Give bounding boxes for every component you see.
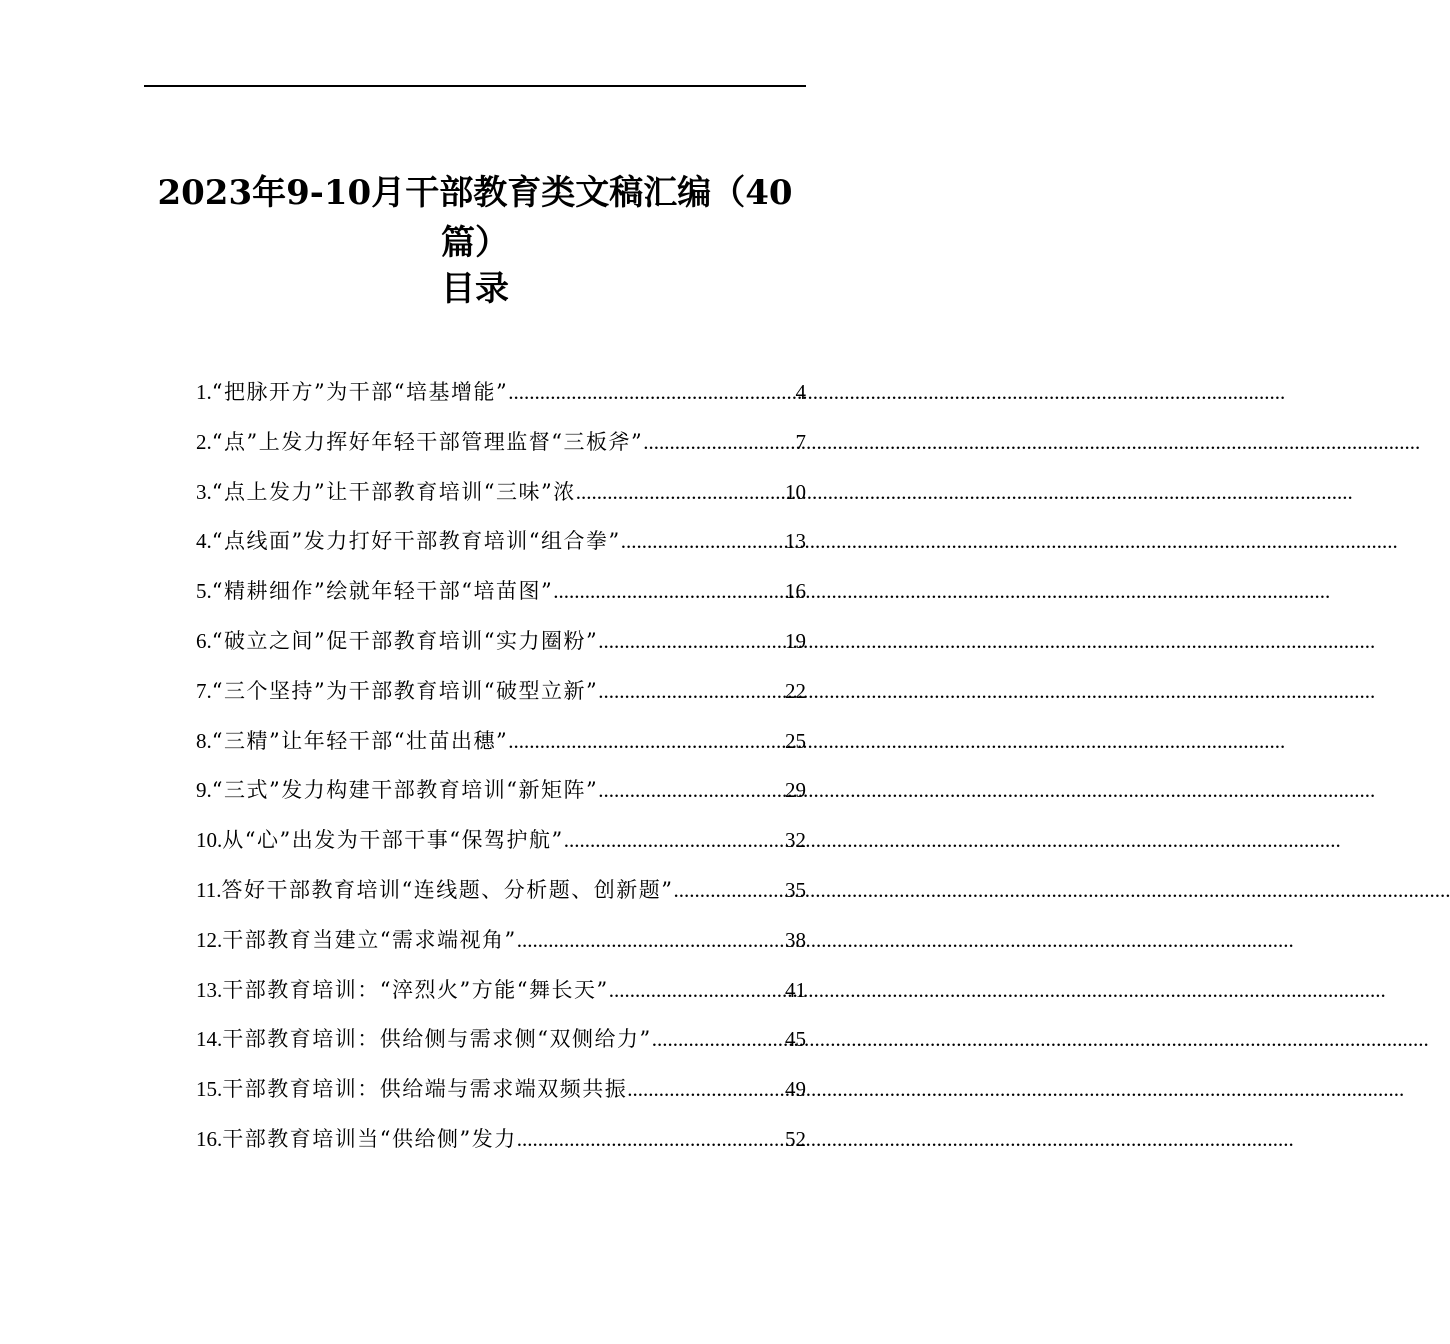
toc-entry[interactable]: [196, 916, 806, 966]
toc-entry-number: 13.: [196, 977, 223, 1002]
toc-entry-title: “三个坚持”为干部教育培训“破型立新”: [211, 678, 599, 703]
toc-dot-leader: [517, 916, 785, 966]
toc-entry[interactable]: [196, 1015, 806, 1065]
toc-entry-page: 38: [785, 927, 806, 952]
toc-entry[interactable]: [196, 517, 806, 567]
toc-entry-page: 35: [785, 877, 806, 902]
header-rule: [144, 85, 806, 87]
toc-entry-page: 41: [785, 977, 806, 1002]
toc-entry[interactable]: [196, 966, 806, 1016]
table-of-contents: [196, 368, 806, 1165]
toc-entry-page: 52: [785, 1126, 806, 1151]
toc-entry-page: 16: [785, 579, 806, 604]
toc-entry-title: “三式”发力构建干部教育培训“新矩阵”: [211, 778, 599, 803]
toc-entry-title: 干部教育培训当“供给侧”发力: [222, 1126, 517, 1151]
toc-entry-title: 干部教育培训：供给端与需求端双频共振: [222, 1077, 628, 1102]
toc-dot-leader: [517, 1115, 785, 1165]
document-title: 2023年9-10月干部教育类文稿汇编（40篇）: [157, 173, 793, 263]
toc-entry[interactable]: [196, 816, 806, 866]
toc-entry[interactable]: [196, 667, 806, 717]
toc-entry-title: “把脉开方”为干部“培基增能”: [211, 380, 509, 404]
toc-entry-page: 32: [785, 828, 806, 853]
toc-entry-title: 从“心”出发为干部干事“保驾护航”: [222, 828, 564, 853]
toc-dot-leader: [673, 866, 785, 916]
toc-entry-number: 6.: [196, 628, 212, 653]
toc-entry-number: 14.: [196, 1027, 223, 1052]
toc-entry-page: 45: [785, 1027, 806, 1052]
toc-entry-number: 11.: [196, 877, 222, 902]
toc-entry-number: 3.: [196, 479, 212, 504]
toc-dot-leader: [576, 468, 785, 518]
toc-entry-number: 16.: [196, 1126, 223, 1151]
toc-entry[interactable]: [196, 617, 806, 667]
toc-entry[interactable]: [196, 717, 806, 767]
toc-dot-leader: [508, 368, 795, 418]
toc-entry-title: “破立之间”促干部教育培训“实力圈粉”: [211, 628, 599, 653]
toc-entry-title: “点线面”发力打好干部教育培训“组合拳”: [211, 529, 621, 554]
toc-entry[interactable]: [196, 1065, 806, 1115]
toc-entry-title: “点上发力”让干部教育培训“三味”浓: [211, 479, 576, 504]
toc-dot-leader: [621, 517, 785, 567]
toc-entry-number: 1.: [196, 380, 212, 404]
toc-entry-page: 49: [785, 1077, 806, 1102]
toc-heading: 目录: [441, 269, 509, 309]
toc-entry[interactable]: [196, 1115, 806, 1165]
toc-entry[interactable]: [196, 766, 806, 816]
toc-dot-leader: [598, 766, 785, 816]
toc-entry-title: “点”上发力挥好年轻干部管理监督“三板斧”: [211, 429, 644, 454]
toc-entry[interactable]: [196, 368, 806, 418]
toc-entry-number: 5.: [196, 579, 212, 604]
toc-entry-number: 7.: [196, 678, 212, 703]
toc-entry-page: 22: [785, 678, 806, 703]
toc-dot-leader: [508, 717, 785, 767]
toc-entry[interactable]: [196, 468, 806, 518]
toc-entry-page: 25: [785, 728, 806, 753]
toc-dot-leader: [564, 816, 785, 866]
toc-entry-title: “精耕细作”绘就年轻干部“培苗图”: [211, 579, 554, 604]
toc-entry-number: 12.: [196, 927, 223, 952]
toc-dot-leader: [553, 567, 785, 617]
toc-dot-leader: [627, 1065, 785, 1115]
toc-dot-leader: [598, 617, 785, 667]
toc-dot-leader: [598, 667, 785, 717]
toc-entry-number: 9.: [196, 778, 212, 803]
toc-entry-number: 2.: [196, 429, 212, 454]
toc-entry-page: 29: [785, 778, 806, 803]
toc-dot-leader: [643, 418, 795, 468]
toc-dot-leader: [609, 966, 785, 1016]
toc-entry-title: 干部教育培训：“淬烈火”方能“舞长天”: [222, 977, 609, 1002]
toc-entry[interactable]: [196, 418, 806, 468]
toc-entry-page: 4: [795, 380, 806, 404]
toc-entry-page: 10: [785, 479, 806, 504]
toc-entry-page: 19: [785, 628, 806, 653]
toc-entry-title: 干部教育当建立“需求端视角”: [222, 927, 517, 952]
toc-entry-number: 15.: [196, 1077, 223, 1102]
toc-entry-page: 13: [785, 529, 806, 554]
toc-entry-title: “三精”让年轻干部“壮苗出穗”: [211, 728, 509, 753]
toc-entry-number: 8.: [196, 728, 212, 753]
toc-entry-number: 4.: [196, 529, 212, 554]
toc-entry[interactable]: [196, 567, 806, 617]
toc-entry[interactable]: [196, 866, 806, 916]
toc-entry-title: 答好干部教育培训“连线题、分析题、创新题”: [221, 877, 674, 902]
toc-entry-title: 干部教育培训：供给侧与需求侧“双侧给力”: [222, 1027, 652, 1052]
toc-entry-number: 10.: [196, 828, 223, 853]
toc-dot-leader: [652, 1015, 785, 1065]
toc-entry-page: 7: [795, 429, 806, 454]
